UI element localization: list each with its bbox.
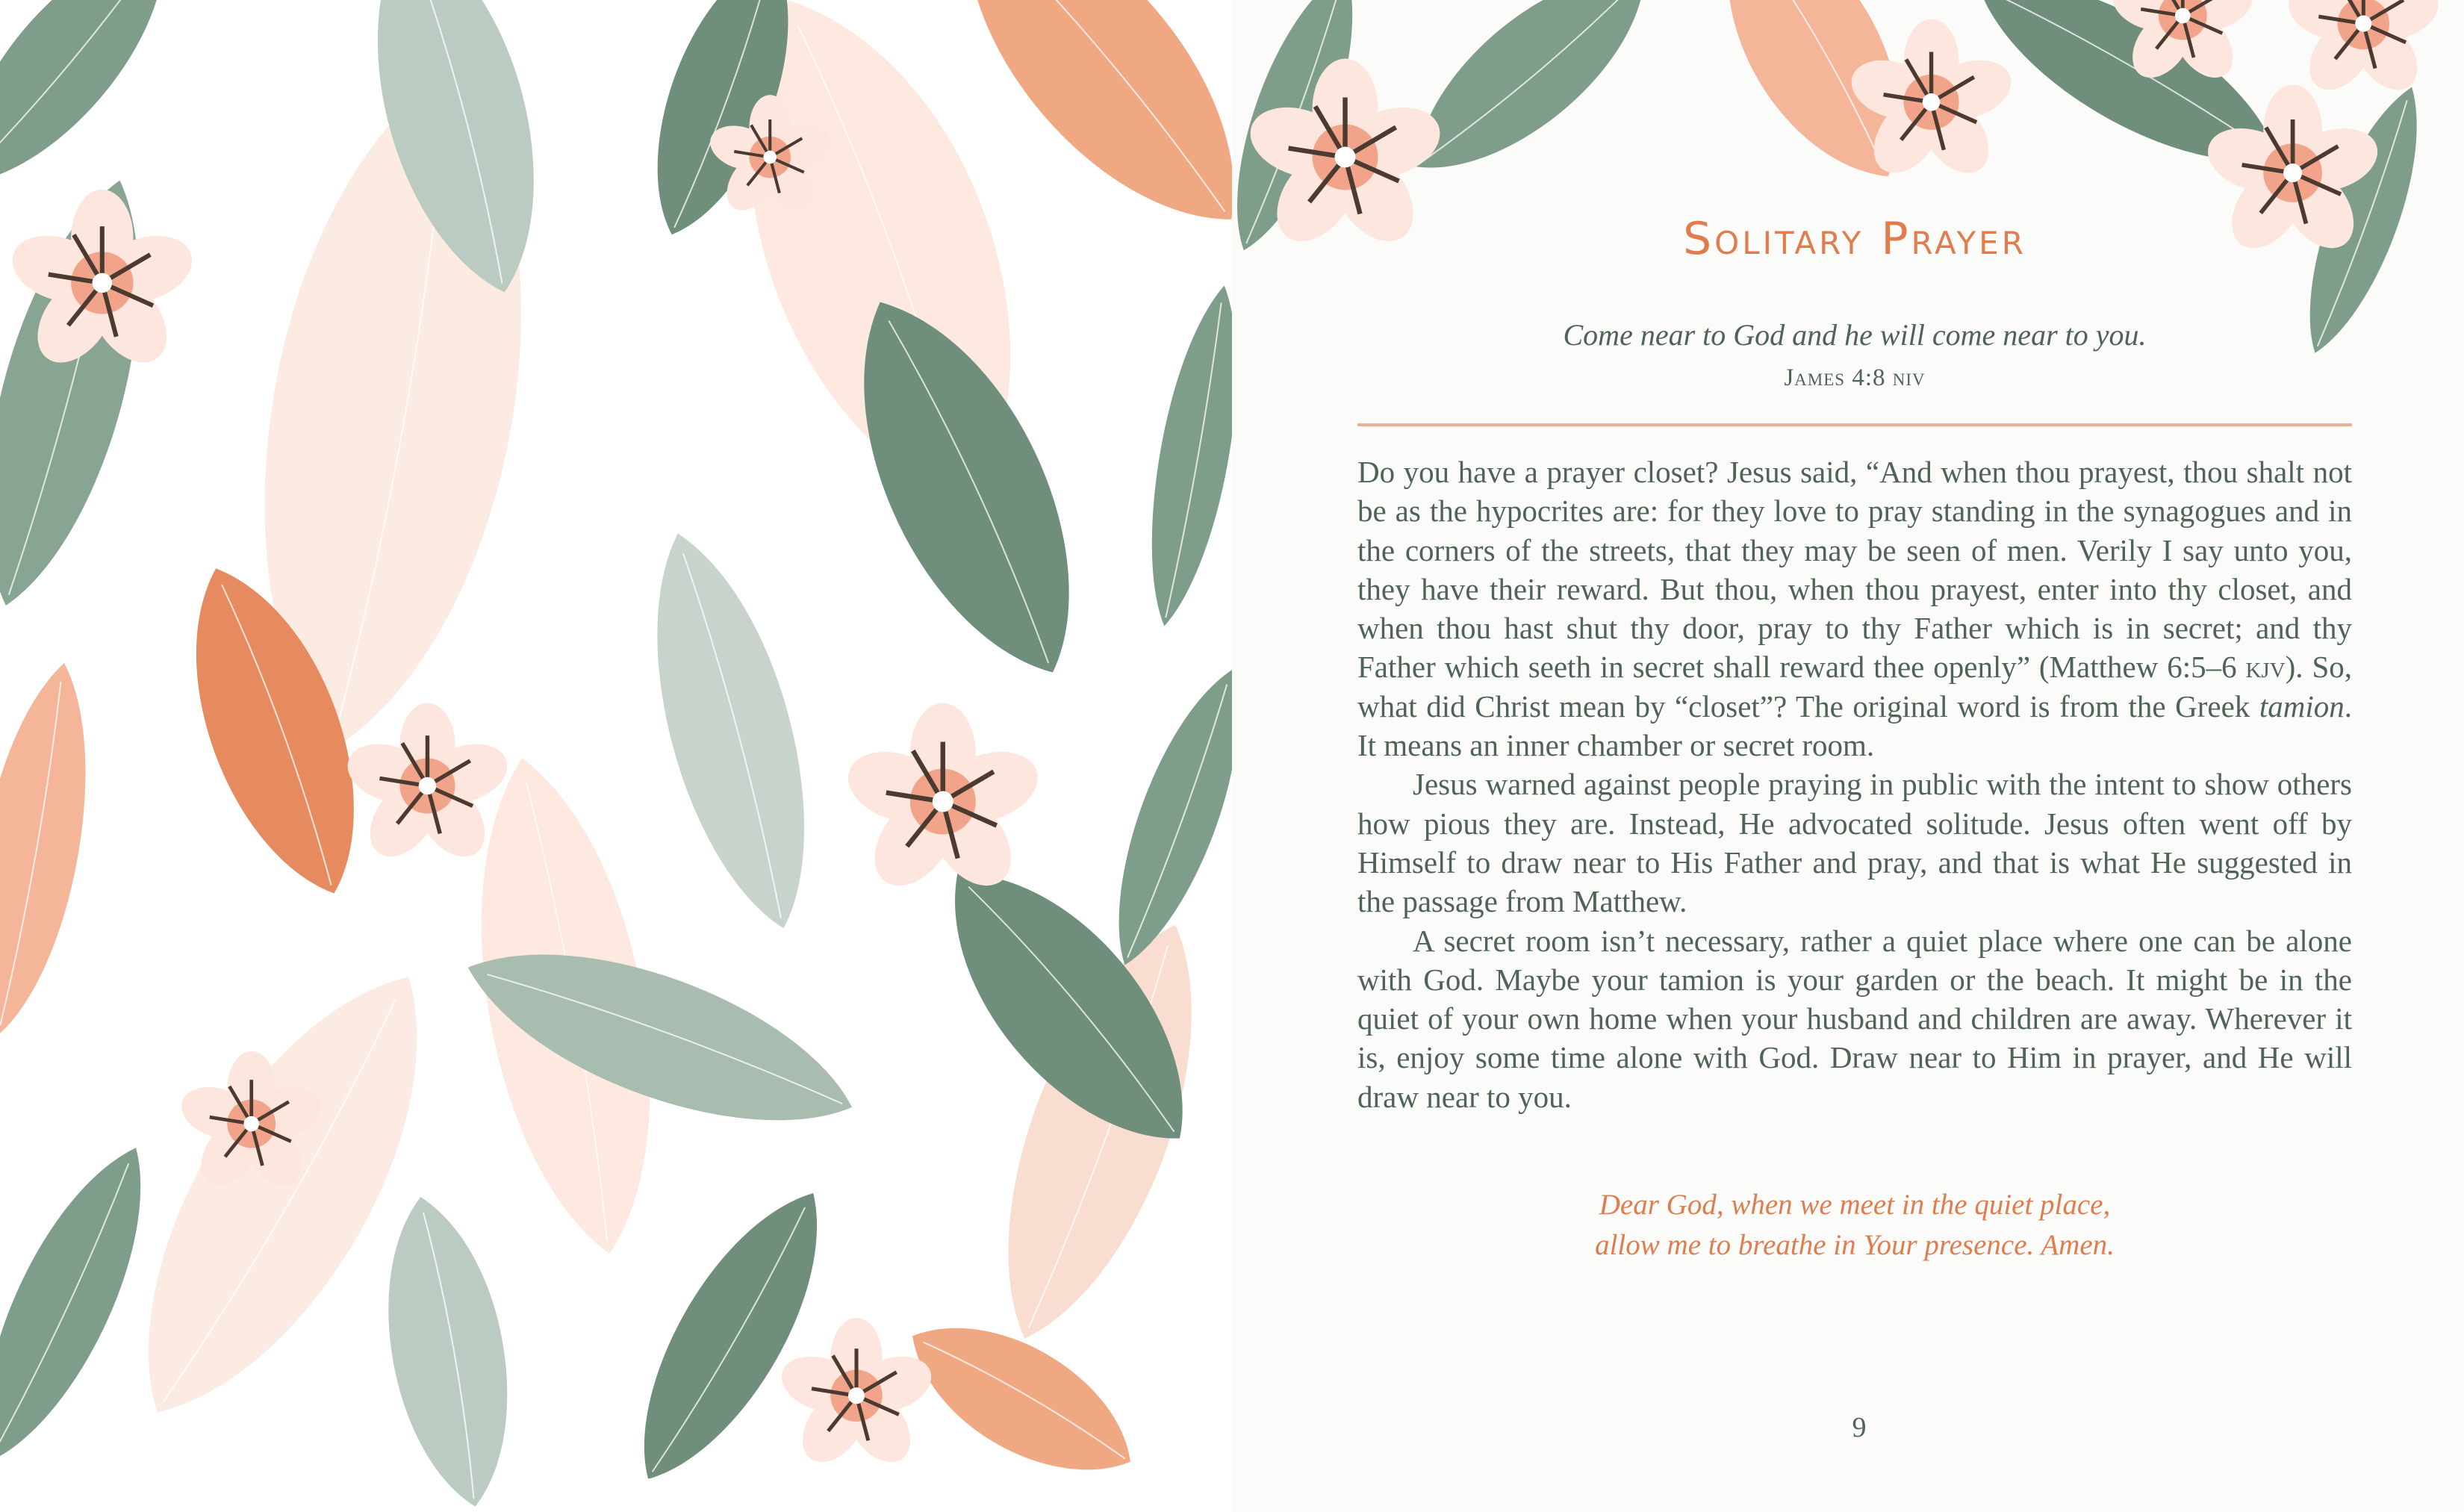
scripture-verse: Come near to God and he will come near to you.	[1563, 318, 2147, 352]
page-title: Solitary Prayer	[1683, 213, 2026, 265]
verse-reference: James 4:8 niv	[1784, 364, 1926, 391]
paragraph-1	[1357, 452, 2352, 765]
paragraph-3: A secret room isn’t necessary, rather a quiet place where one can be alone with God. Maybe your tamion is your garden or the beach. It might be in the quiet of your own home when your husband and children are away. Wherever it is, enjoy some time alone with God. Draw near to Him in prayer, and He will draw near to you.	[1357, 923, 2352, 1114]
bible-version: kjv	[2245, 650, 2286, 685]
paragraph-2: Jesus warned against people praying in public with the intent to show others how pious they are. Instead, He advocated solitude. Jesus often went off by Himself to draw near to His Father and pray, and that is what He suggested in the passage from Matthew.	[1357, 767, 2352, 919]
text-span: Do you have a prayer closet? Jesus said, “And when thou prayest, thou shalt not be as the hypocrites are: for they love to pray standing in the synagogues and in the corners of the streets, that they may be seen of men. Verily I say unto you, they have their reward. But thou, when thou prayest, enter into thy closet, and when thou hast shut thy door, pray to thy Father which is in secret; and thy Father which seeth in secret shall reward thee openly” (Matthew 6:5–6	[1357, 455, 2352, 685]
closing-prayer	[1357, 1185, 2352, 1266]
text-span: ). So, what did Christ mean by “closet”? The original word is from the Greek	[1357, 650, 2352, 724]
page-number: 9	[1852, 1412, 1867, 1443]
prayer-line: Dear God, when we meet in the quiet place,	[1599, 1189, 2111, 1221]
divider	[1357, 423, 2352, 426]
greek-word: tamion	[2259, 688, 2345, 724]
prayer-line: allow me to breathe in Your presence. Amen.	[1595, 1229, 2115, 1261]
body-text	[1357, 452, 2352, 1116]
text-span: . It means an inner chamber or secret room.	[1357, 688, 2352, 763]
